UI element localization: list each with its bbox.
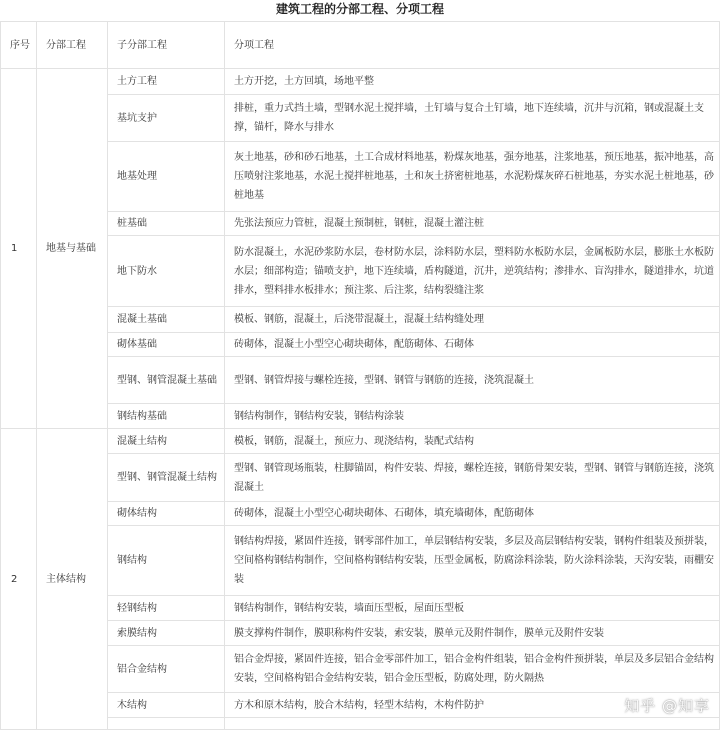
items: 砖砌体，混凝土小型空心砌块砌体，配筋砌体、石砌体 <box>225 333 720 357</box>
table-row <box>1 142 720 212</box>
table-row <box>1 693 720 718</box>
table-row <box>1 404 720 429</box>
page-title: 建筑工程的分部工程、分项工程 <box>275 2 444 16</box>
header-serial: 序号 <box>1 22 37 69</box>
table-row <box>1 333 720 357</box>
sub-division: 基坑支护 <box>108 95 225 142</box>
sub-division: 索膜结构 <box>108 621 225 646</box>
engineering-table <box>0 21 720 730</box>
table-row <box>1 212 720 236</box>
table-row <box>1 718 720 730</box>
sub-division: 地基处理 <box>108 142 225 212</box>
table-row <box>1 357 720 404</box>
items: 型钢、钢管现场瓶装，柱脚锚固，构件安装、焊接，螺栓连接，钢筋骨架安装，型钢、钢管与钢筋连接，浇筑混凝土 <box>225 454 720 502</box>
division-name: 主体结构 <box>37 429 108 730</box>
sub-division: 钢结构 <box>108 526 225 596</box>
sub-division: 钢结构基础 <box>108 404 225 429</box>
table-row <box>1 236 720 307</box>
division-name: 地基与基础 <box>37 69 108 429</box>
table-row <box>1 526 720 596</box>
header-items: 分项工程 <box>225 22 720 69</box>
sub-division: 砌体结构 <box>108 502 225 526</box>
table-row <box>1 69 720 95</box>
items: 先张法预应力管桩，混凝土预制桩，钢桩，混凝土灌注桩 <box>225 212 720 236</box>
items <box>225 718 720 730</box>
sub-division: 土方工程 <box>108 69 225 95</box>
table-row <box>1 95 720 142</box>
sub-division: 型钢、钢管混凝土结构 <box>108 454 225 502</box>
table-row <box>1 502 720 526</box>
items: 铝合金焊接，紧固件连接，铝合金零部件加工，铝合金构件组装，铝合金构件预拼装，单层及多层铝合金结构安装，空间格构铝合金结构安装，铝合金压型板，防腐处理，防火隔热 <box>225 646 720 693</box>
items: 型钢、钢管焊接与螺栓连接，型钢、钢管与钢筋的连接，浇筑混凝土 <box>225 357 720 404</box>
table-row <box>1 646 720 693</box>
table-row <box>1 621 720 646</box>
table-row <box>1 307 720 333</box>
items: 砖砌体，混凝土小型空心砌块砌体、石砌体，填充墙砌体，配筋砌体 <box>225 502 720 526</box>
items: 膜支撑构件制作，膜职称构件安装，索安装，膜单元及附件制作，膜单元及附件安装 <box>225 621 720 646</box>
table-row <box>1 596 720 621</box>
sub-division: 铝合金结构 <box>108 646 225 693</box>
header-division: 分部工程 <box>37 22 108 69</box>
sub-division <box>108 718 225 730</box>
group-number: 1 <box>1 69 37 429</box>
sub-division: 砌体基础 <box>108 333 225 357</box>
sub-division: 木结构 <box>108 693 225 718</box>
items: 模板、钢筋，混凝土，后浇带混凝土，混凝土结构缝处理 <box>225 307 720 333</box>
sub-division: 地下防水 <box>108 236 225 307</box>
header-sub-division: 子分部工程 <box>108 22 225 69</box>
items: 钢结构焊接，紧固件连接，钢零部件加工，单层钢结构安装，多层及高层钢结构安装，钢构件组装及预拼装，空间格构钢结构制作，空间格构钢结构安装，压型金属板，防腐涂料涂装，防火涂料涂装，天沟安装，雨棚安装 <box>225 526 720 596</box>
items: 排桩，重力式挡土墙，型钢水泥土搅拌墙，土钉墙与复合土钉墙，地下连续墙，沉井与沉箱，钢或混凝土支撑，锚杆，降水与排水 <box>225 95 720 142</box>
table-row <box>1 429 720 454</box>
items: 方木和原木结构，胶合木结构，轻型木结构，木构件防护 <box>225 693 720 718</box>
items: 灰土地基，砂和砂石地基，土工合成材料地基，粉煤灰地基，强夯地基，注浆地基，预压地基，振冲地基，高压喷射注浆地基，水泥土搅拌桩地基，土和灰土挤密桩地基，水泥粉煤灰碎石桩地基，夯实水泥土桩地基，砂桩地基 <box>225 142 720 212</box>
sub-division: 轻钢结构 <box>108 596 225 621</box>
sub-division: 型钢、钢管混凝土基础 <box>108 357 225 404</box>
sub-division: 混凝土结构 <box>108 429 225 454</box>
items: 钢结构制作，钢结构安装，钢结构涂装 <box>225 404 720 429</box>
watermark: 知乎 @知享 <box>624 697 710 715</box>
table-row <box>1 454 720 502</box>
items: 钢结构制作，钢结构安装，墙面压型板，屋面压型板 <box>225 596 720 621</box>
items: 防水混凝土，水泥砂浆防水层，卷材防水层，涂料防水层，塑料防水板防水层，金属板防水层，膨胀土水板防水层；细部构造；锚喷支护，地下连续墙，盾构隧道，沉井，逆筑结构；渗排水、盲沟排水，隧道排水，坑道排水，塑料排水板排水；预注浆、后注浆，结构裂缝注浆 <box>225 236 720 307</box>
group-number: 2 <box>1 429 37 730</box>
table-header-row <box>1 22 720 69</box>
sub-division: 桩基础 <box>108 212 225 236</box>
items: 模板，钢筋，混凝土，预应力、现浇结构，装配式结构 <box>225 429 720 454</box>
sub-division: 混凝土基础 <box>108 307 225 333</box>
items: 土方开挖，土方回填，场地平整 <box>225 69 720 95</box>
